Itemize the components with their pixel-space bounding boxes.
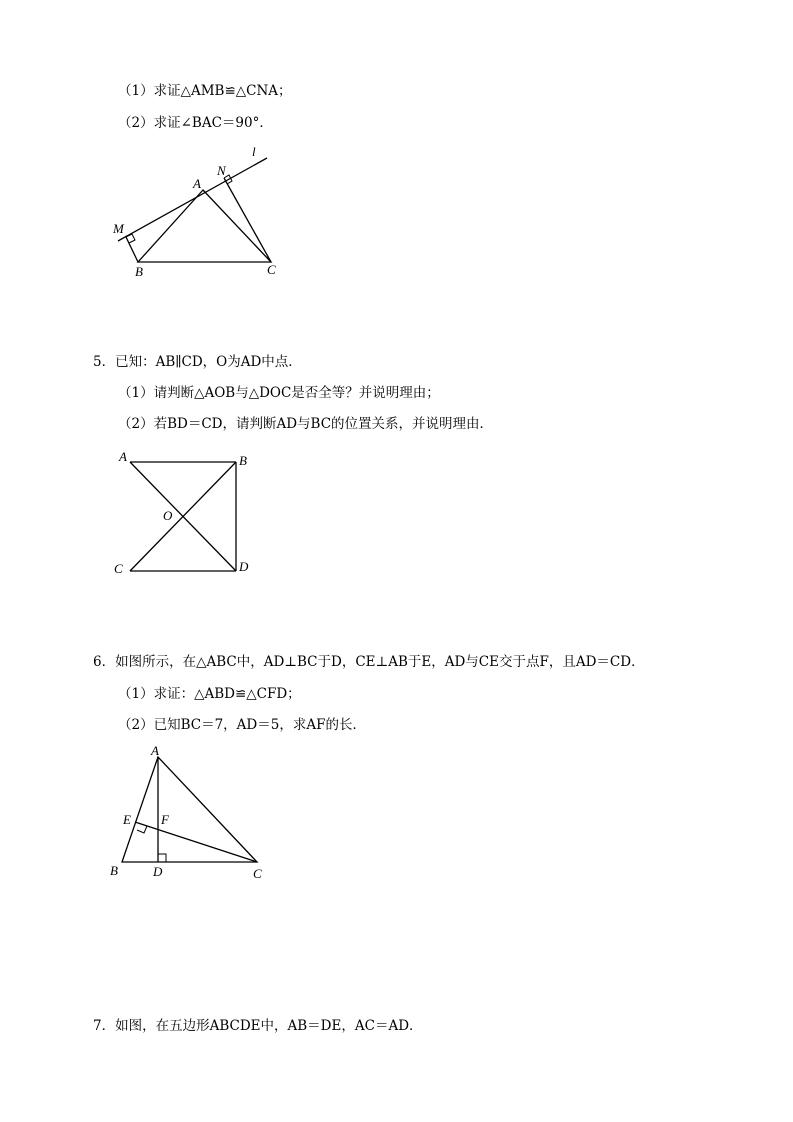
q5-figure [105, 445, 265, 585]
q4-part2: （2）求证∠BAC＝90°． [118, 115, 273, 131]
label-d: D [153, 864, 163, 879]
label-n: N [217, 163, 226, 178]
label-e: E [123, 812, 131, 827]
q6-figure [105, 740, 275, 885]
q6-stem: 6．如图所示，在△ABC中，AD⊥BC于D，CE⊥AB于E，AD与CE交于点F，且AD＝CD． [93, 654, 645, 670]
label-a: A [151, 743, 159, 758]
q7-stem: 7．如图，在五边形ABCDE中，AB＝DE，AC＝AD． [93, 1018, 423, 1034]
label-l: l [252, 144, 256, 159]
q4-part1: （1）求证△AMB≌△CNA； [118, 83, 292, 99]
label-c: C [114, 561, 123, 576]
label-b: B [239, 453, 247, 468]
line-l [118, 158, 267, 241]
segment-bm [126, 237, 138, 262]
label-b: B [110, 863, 118, 878]
label-b: B [135, 264, 143, 279]
label-o: O [163, 508, 173, 523]
label-c: C [253, 866, 262, 881]
label-c: C [267, 262, 276, 277]
q5-stem: 5．已知：AB∥CD，O为AD中点． [93, 354, 302, 370]
q6-part1: （1）求证：△ABD≌△CFD； [118, 686, 301, 702]
triangle-abc [122, 757, 257, 862]
q4-figure [105, 140, 290, 285]
label-d: D [239, 559, 249, 574]
q5-part1: （1）请判断△AOB与△DOC是否全等？并说明理由； [118, 385, 440, 401]
label-f: F [161, 812, 169, 827]
label-a: A [193, 176, 201, 191]
right-angle-e [137, 826, 147, 833]
right-angle-d [158, 854, 166, 862]
label-m: M [113, 221, 124, 236]
q6-part2: （2）已知BC＝7，AD＝5，求AF的长． [118, 717, 366, 733]
q5-part2: （2）若BD＝CD，请判断AD与BC的位置关系，并说明理由． [118, 416, 494, 432]
label-a: A [119, 449, 127, 464]
